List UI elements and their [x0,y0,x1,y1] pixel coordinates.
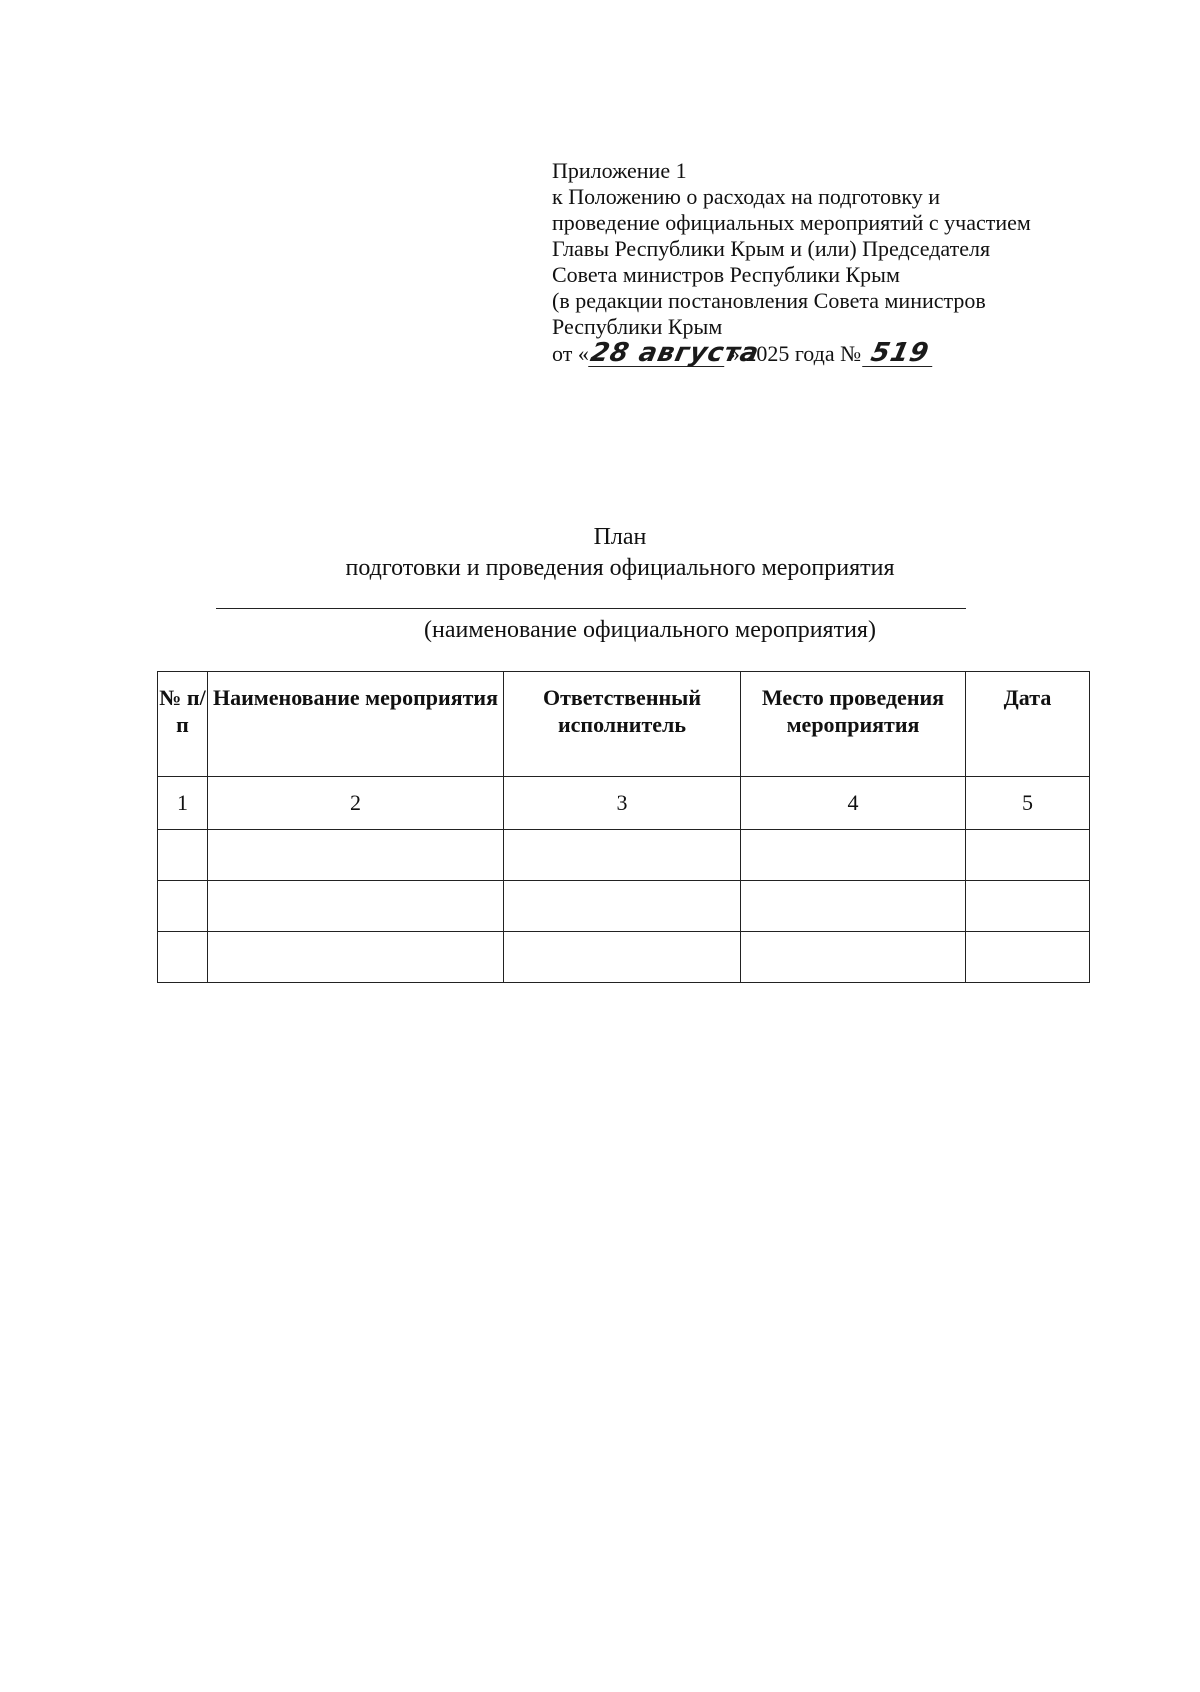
table-cell [504,932,741,983]
handwritten-date: 28 августа [587,338,762,368]
table-cell [741,881,966,932]
event-name-caption: (наименование официального мероприятия) [424,617,876,643]
appendix-line: к Положению о расходах на подготовку и [552,184,941,209]
table-cell [966,830,1090,881]
table-cell [504,830,741,881]
header-cell-responsible: Ответственный исполнитель [504,672,741,777]
plan-table [157,671,1090,983]
column-number-cell: 5 [966,777,1090,830]
column-number-cell: 3 [504,777,741,830]
appendix-line: Приложение 1 [552,158,687,183]
table-cell [208,830,504,881]
table-header-row [158,672,1090,777]
table-cell [158,932,208,983]
appendix-block [552,158,1112,367]
appendix-line: (в редакции постановления Совета министров [552,288,986,313]
table-cell [208,932,504,983]
handwritten-number: 519 [862,340,938,367]
table-cell [158,881,208,932]
appendix-line: Совета министров Республики Крым [552,262,900,287]
appendix-line: Главы Республики Крым и (или) Председателя [552,236,991,261]
column-number-row [158,777,1090,830]
date-prefix: от « [552,341,589,366]
column-number-cell: 1 [158,777,208,830]
document-title: План [593,524,647,550]
column-number-cell: 4 [741,777,966,830]
appendix-line: проведение официальных мероприятий с участием [552,210,1031,235]
appendix-line: Республики Крым [552,314,723,339]
event-name-blank-line [216,608,966,609]
table-cell [966,881,1090,932]
table-row [158,881,1090,932]
table-row [158,932,1090,983]
header-cell-venue: Место проведения мероприятия [741,672,966,777]
table-cell [504,881,741,932]
column-number-cell: 2 [208,777,504,830]
header-cell-number: № п/п [158,672,208,777]
table-row [158,830,1090,881]
table-cell [208,881,504,932]
table-cell [158,830,208,881]
date-suffix: » 2025 года № [728,341,862,366]
resolution-date-line [552,340,1112,367]
header-cell-date: Дата [966,672,1090,777]
document-subtitle: подготовки и проведения официального мероприятия [345,555,895,581]
table-cell [966,932,1090,983]
table-cell [741,932,966,983]
table-cell [741,830,966,881]
header-cell-event-name: Наименование мероприятия [208,672,504,777]
